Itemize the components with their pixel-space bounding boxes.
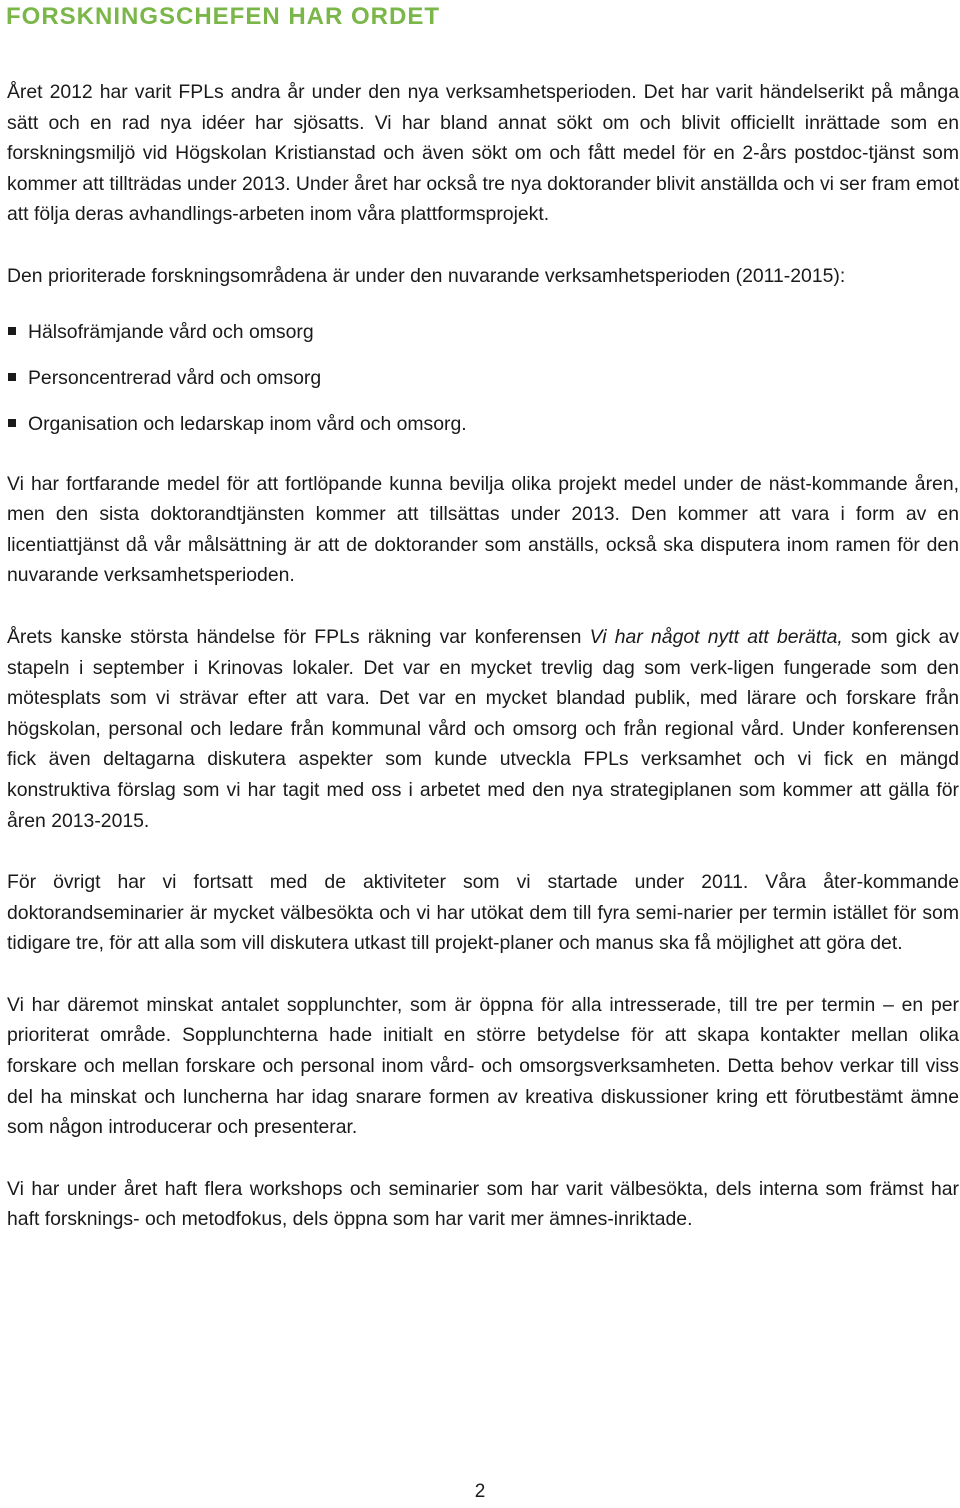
list-item bbox=[7, 401, 959, 447]
paragraph-workshops: Vi har under året haft flera workshops och seminarier som har varit välbesökta, dels interna som främst har haft forsknings- och metodfokus, dels öppna som har varit mer ämnes-inriktade. bbox=[7, 1177, 959, 1231]
paragraph-soup-lunches: Vi har däremot minskat antalet sopplunchter, som är öppna för alla intresserade, till tre per termin – en per prioriterat område. Sopplunchterna hade initialt en större betydelse för att skapa kontakter mellan olika forskare och mellan forskare och personal inom vård- och omsorgsverksamheten. Detta behov verkar till viss del ha minskat och luncherna har idag snarare formen av kreativa diskussioner kring ett förutbestämt ämne som någon introducerar och presenterar. bbox=[7, 993, 959, 1139]
list-item bbox=[7, 309, 959, 355]
conference-text-after: som gick av stapeln i september i Krinovas lokaler. Det var en mycket trevlig dag som verk-ligen fungerade som den mötesplats som vi strävar efter att vara. Det var en mycket blandad publik, med lärare och forskare från högskolan, personal och ledare från kommunal vård och omsorg och från regional vård. Under konferensen fick även deltagarna diskutera aspekter som kunde utveckla FPLs verksamhet och vi fick en mängd konstruktiva förslag som vi har tagit med oss i arbetet med den nya strategiplanen som kommer att gälla för åren 2013-2015. bbox=[7, 625, 959, 832]
list-item bbox=[7, 355, 959, 401]
square-bullet-icon bbox=[8, 327, 16, 335]
list-item-label: Organisation och ledarskap inom vård och omsorg. bbox=[28, 412, 467, 435]
conference-title: Vi har något nytt att berätta, bbox=[589, 625, 843, 648]
paragraph-intro: Året 2012 har varit FPLs andra år under den nya verksamhetsperioden. Det har varit händelserikt på många sätt och en rad nya idéer har sjösatts. Vi har bland annat sökt om och blivit officiellt inrättade som en forskningsmiljö vid Högskolan Kristianstad och även sökt om och fått medel för en 2-års postdoc-tjänst som kommer att tillträdas under 2013. Under året har också tre nya doktorander blivit anställda och vi ser fram emot att följa deras avhandlings-arbeten inom våra plattformsprojekt. bbox=[7, 81, 959, 226]
paragraph-conference bbox=[7, 622, 959, 836]
paragraph-activities: För övrigt har vi fortsatt med de aktiviteter som vi startade under 2011. Våra åter-kommande doktorandseminarier är mycket välbesökta och vi har utökat dem till fyra semi-narier per termin istället för som tidigare tre, för att alla som vill diskutera utkast till projekt-planer och manus ska få möjlighet att göra det. bbox=[7, 871, 959, 955]
paragraph-priority-areas-intro: Den prioriterade forskningsområdena är under den nuvarande verksamhetsperioden (2011-2015): bbox=[7, 264, 846, 287]
paragraph-funding: Vi har fortfarande medel för att fortlöpande kunna bevilja olika projekt medel under de näst-kommande åren, men den sista doktorandtjänsten kommer att tillsättas under 2013. Den kommer att vara i form av en licentiattjänst då vår målsättning är att de doktorander som anställs, också ska disputera inom ramen för den nuvarande verksamhetsperioden. bbox=[7, 472, 959, 587]
square-bullet-icon bbox=[8, 373, 16, 381]
body-text bbox=[7, 77, 959, 1266]
page-number: 2 bbox=[474, 1481, 486, 1502]
priority-areas-list bbox=[7, 309, 959, 447]
square-bullet-icon bbox=[8, 419, 16, 427]
conference-text-before: Årets kanske största händelse för FPLs räkning var konferensen bbox=[7, 625, 590, 648]
list-item-label: Personcentrerad vård och omsorg bbox=[28, 366, 322, 389]
list-item-label: Hälsofrämjande vård och omsorg bbox=[28, 320, 314, 343]
page-heading: FORSKNINGSCHEFEN HAR ORDET bbox=[6, 3, 441, 30]
